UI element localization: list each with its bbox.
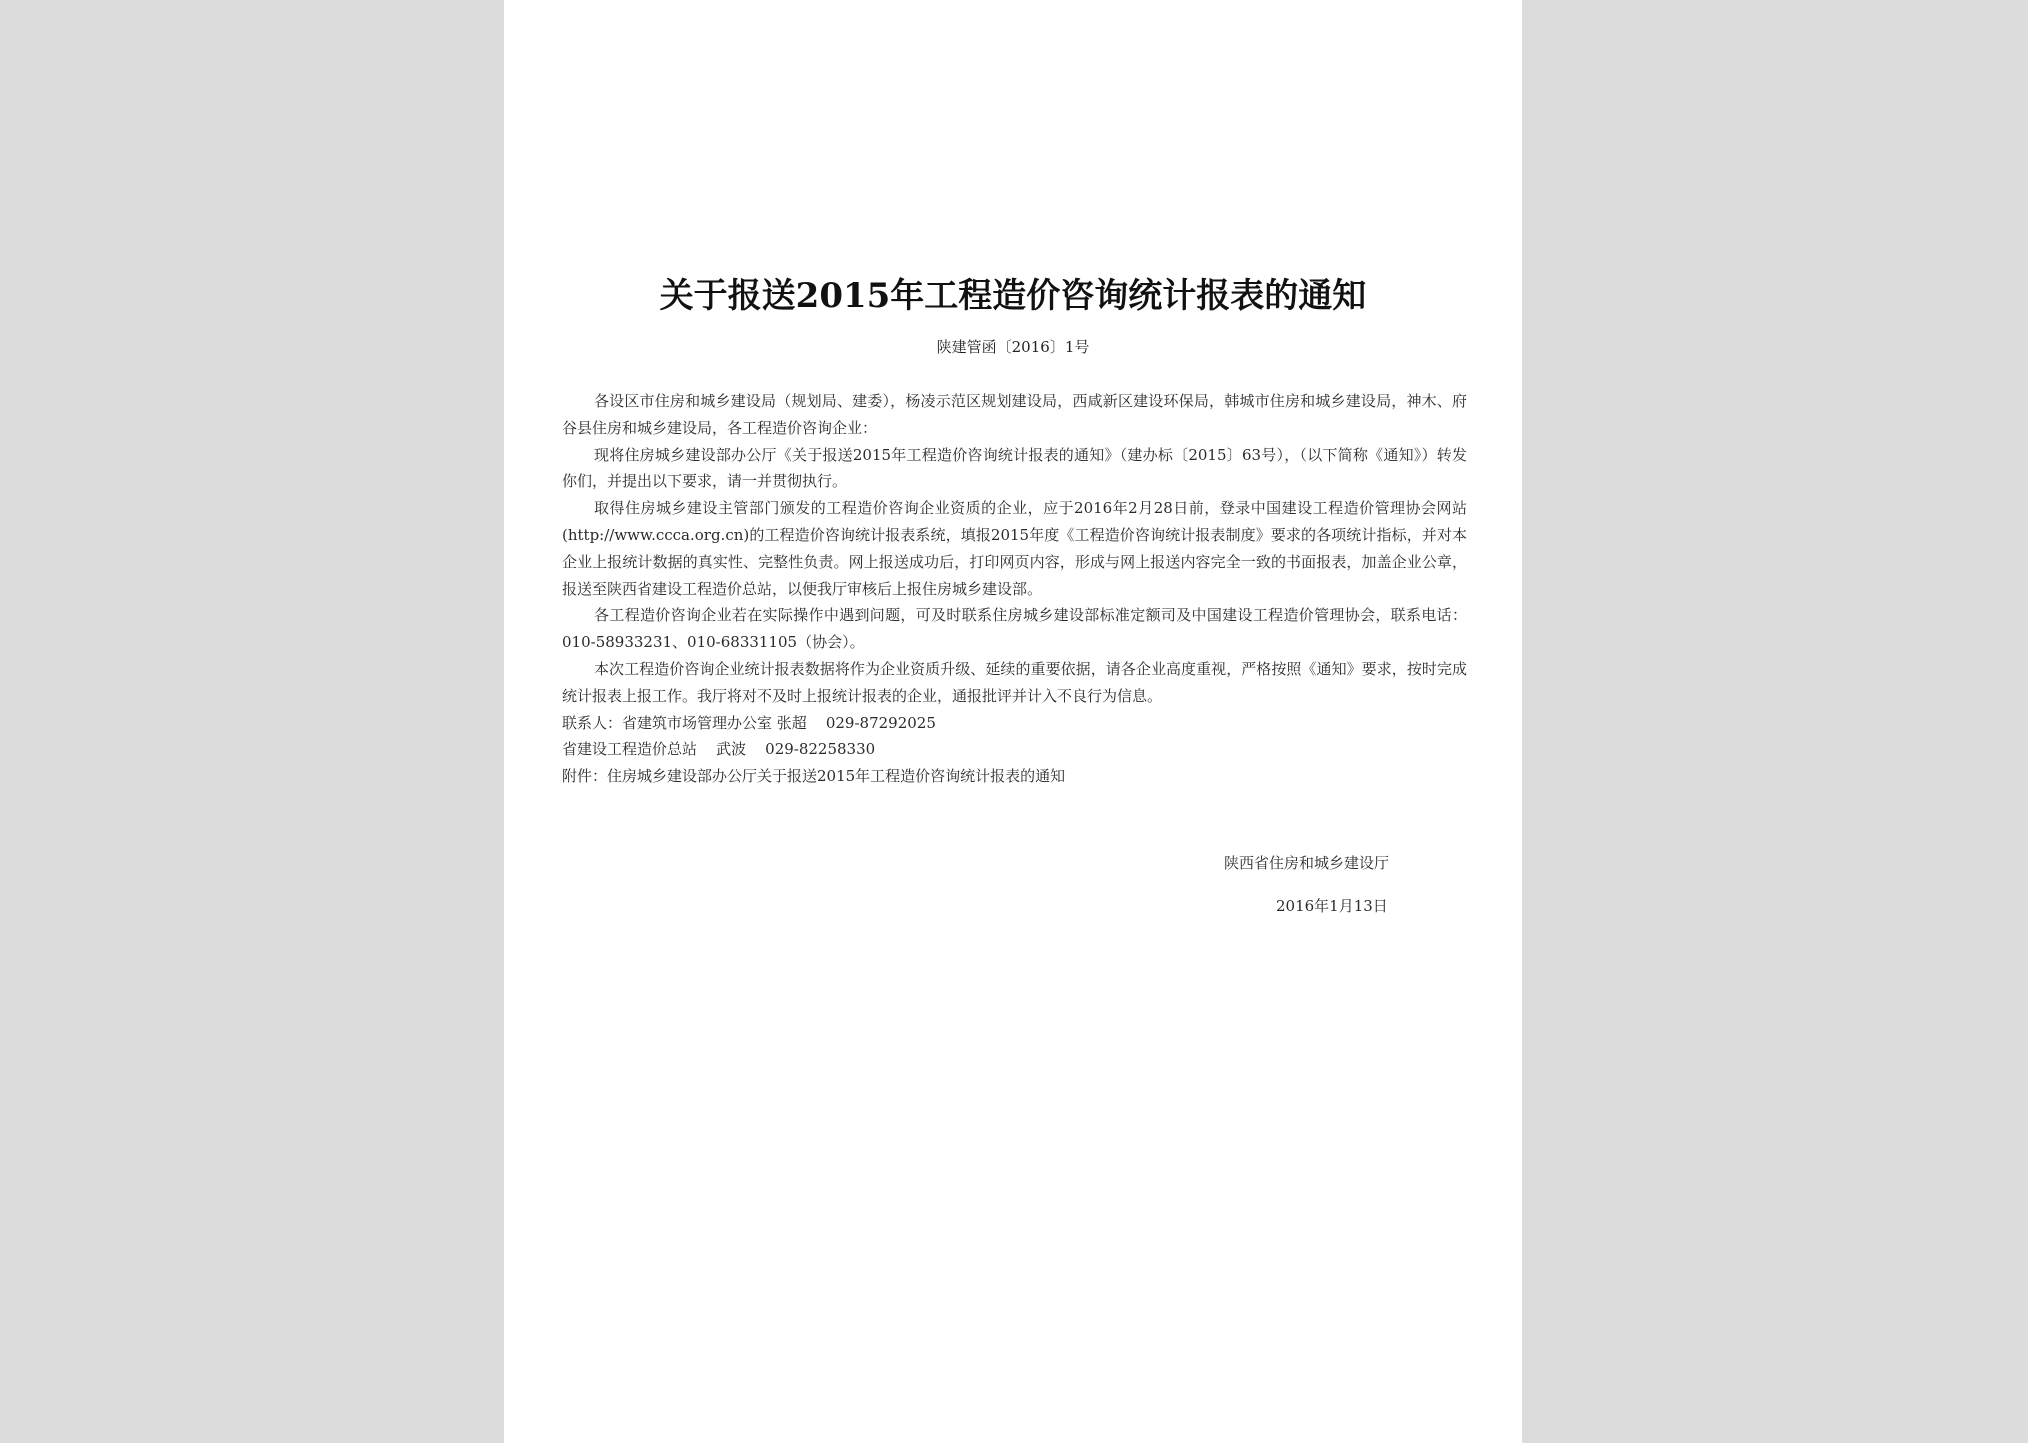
body-paragraph-4: 本次工程造价咨询企业统计报表数据将作为企业资质升级、延续的重要依据，请各企业高度重视，严格按照《通知》要求，按时完成统计报表上报工作。我厅将对不及时上报统计报表的企业，通报批评并计入不良行为信息。 [562,659,1467,705]
contact-line-1: 联系人：省建筑市场管理办公室 张超 029-87292025 [562,713,936,732]
document-number: 陕建管函〔2016〕1号 [936,338,1090,356]
addressee-paragraph: 各设区市住房和城乡建设局（规划局、建委），杨凌示范区规划建设局，西咸新区建设环保局，韩城市住房和城乡建设局，神木、府谷县住房和城乡建设局，各工程造价咨询企业： [562,392,1467,437]
body-paragraph-2: 取得住房城乡建设主管部门颁发的工程造价咨询企业资质的企业，应于2016年2月28日前，登录中国建设工程造价管理协会网站(http://www.ccca.org.cn)的工程造价咨询统计报表系统，填报2015年度《工程造价咨询统计报表制度》要求的各项统计指标，并对本企业上报统计数据的真实性、完整性负责。网上报送成功后，打印网页内容，形成与网上报送内容完全一致的书面报表，加盖企业公章，报送至陕西省建设工程造价总站，以便我厅审核后上报住房城乡建设部。 [562,499,1467,598]
contact-line-2: 省建设工程造价总站 武波 029-82258330 [562,740,876,759]
issuer-signature: 陕西省住房和城乡建设厅 [1224,854,1390,872]
document-page [504,0,1522,1443]
body-paragraph-1: 现将住房城乡建设部办公厅《关于报送2015年工程造价咨询统计报表的通知》（建办标〔2015〕63号），（以下简称《通知》）转发你们，并提出以下要求，请一并贯彻执行。 [562,445,1467,491]
attachment-line: 附件：住房城乡建设部办公厅关于报送2015年工程造价咨询统计报表的通知 [562,767,1066,786]
body-paragraph-3: 各工程造价咨询企业若在实际操作中遇到问题，可及时联系住房城乡建设部标准定额司及中国建设工程造价管理协会，联系电话：010-58933231、010-68331105（协会）。 [562,606,1467,652]
document-title: 关于报送2015年工程造价咨询统计报表的通知 [659,276,1367,316]
issue-date: 2016年1月13日 [1276,897,1388,915]
document-body [562,388,1467,790]
